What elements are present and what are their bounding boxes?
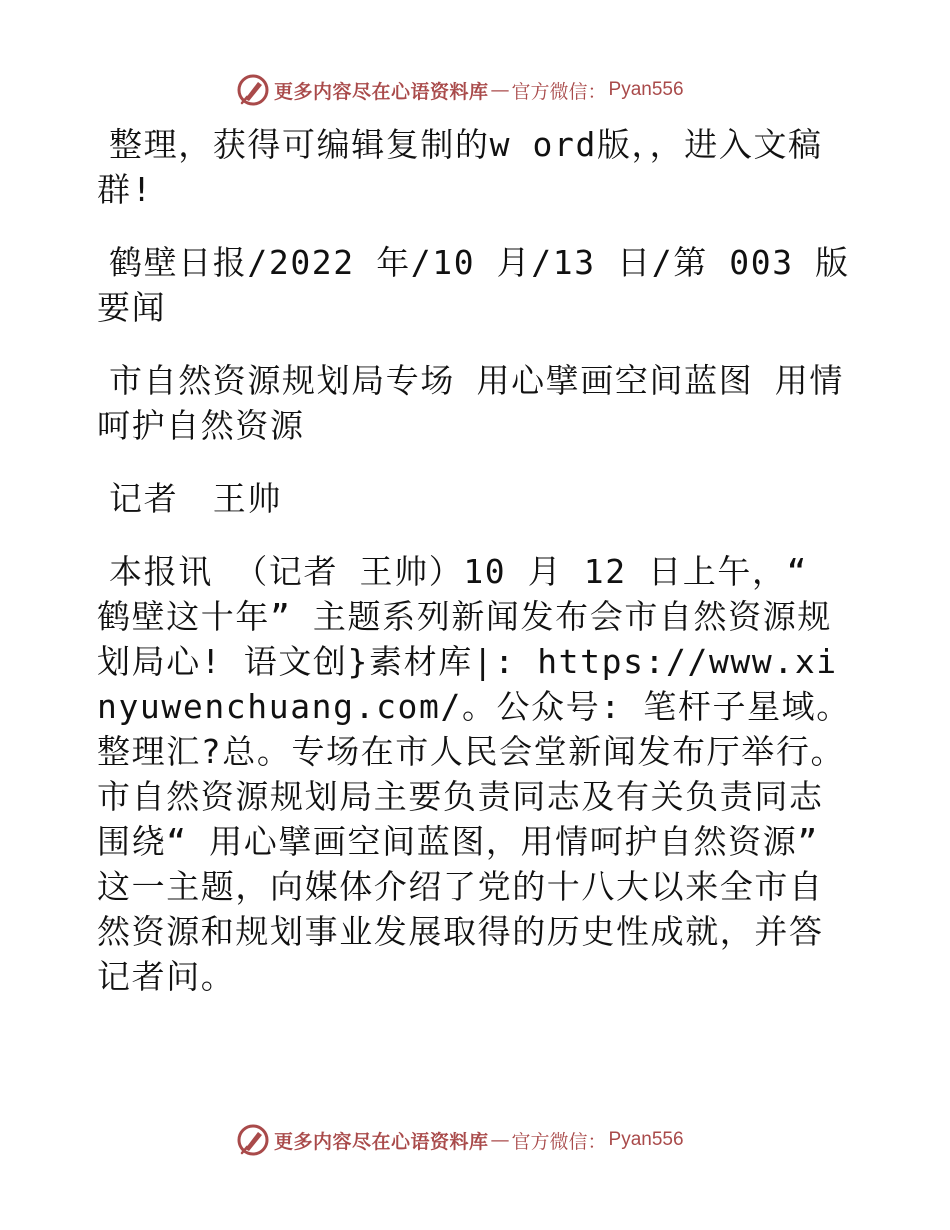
watermark-banner-bottom [236,1122,684,1158]
wechat-id: Pyan556 [608,1129,684,1150]
document-content [97,122,857,1027]
dateline: 鹤壁日报/2022 年/10 月/13 日/第 003 版要闻 [97,243,850,327]
byline: 记者 王帅 [109,479,282,518]
intro-paragraph: 整理，获得可编辑复制的w ord版，，进入文稿群! [97,125,823,209]
wechat-id: Pyan556 [608,79,684,100]
watermark-banner-top [236,72,684,108]
wechat-label: 官方微信： [511,1130,607,1153]
watermark-separator: — [490,79,510,101]
watermark-text: 更多内容尽在心语资料库 [274,1130,489,1153]
quill-pen-logo-icon [236,1123,270,1157]
body-paragraph: 本报讯 （记者 王帅）10 月 12 日上午，“ 鹤壁这十年” 主题系列新闻发布会市自然资源规划局心! 语文创}素材库|: https://www.xinyuwenchuang.com/。公众号: 笔杆子星域。整理汇?总。专场在市人民会堂新闻发布厅举行。市自然资源规划局主要负责同志及有关负责同志围绕“ 用心擘画空间蓝图，用情呵护自然资源” 这一主题，向媒体介绍了党的十八大以来全市自然资源和规划事业发展取得的历史性成就，并答记者问。 [97,552,851,996]
watermark-separator: — [490,1129,510,1151]
headline: 市自然资源规划局专场 用心擘画空间蓝图 用情呵护自然资源 [97,361,844,445]
quill-pen-logo-icon [236,73,270,107]
watermark-text: 更多内容尽在心语资料库 [274,80,489,103]
wechat-label: 官方微信： [511,80,607,103]
